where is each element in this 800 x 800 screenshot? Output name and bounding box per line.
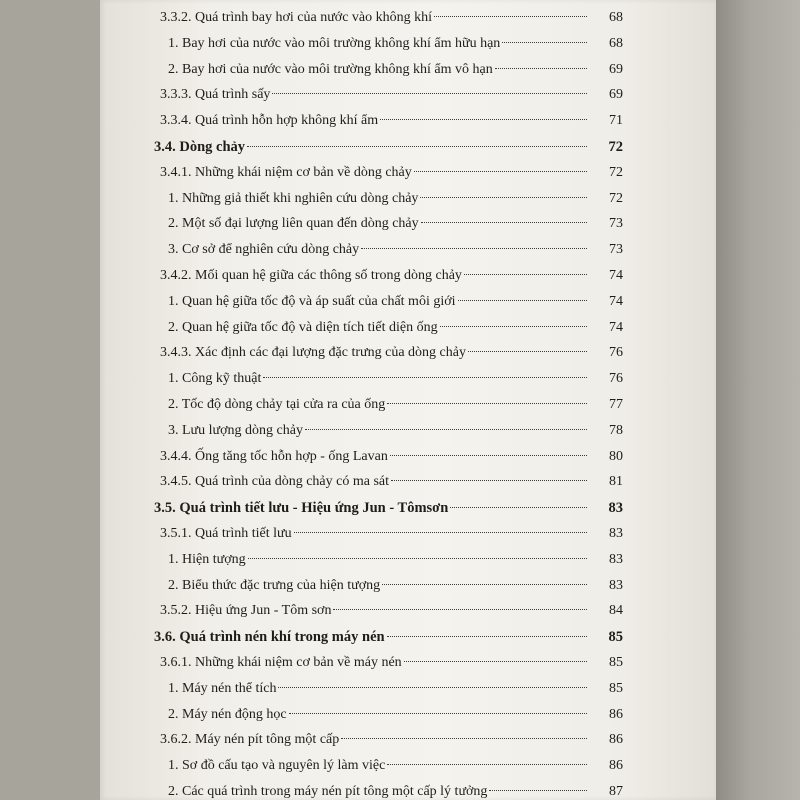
toc-page-number: 77 <box>609 397 623 412</box>
toc-entry <box>168 34 623 54</box>
dot-leader <box>331 613 623 614</box>
dot-leader-line <box>341 738 587 739</box>
dot-leader-line <box>387 636 587 637</box>
toc-entry-title: 2. Bay hơi của nước vào môi trường không khí ẩm vô hạn <box>168 61 493 77</box>
dot-leader <box>419 226 623 227</box>
dot-leader <box>412 175 623 176</box>
toc-entry <box>160 730 623 750</box>
toc-page-number: 86 <box>609 758 623 774</box>
toc-page-number: 85 <box>608 629 623 646</box>
dot-leader <box>385 768 623 769</box>
dot-leader <box>339 742 623 743</box>
toc-entry-title: 3.5.1. Quá trình tiết lưu <box>160 526 292 541</box>
dot-leader-line <box>458 300 587 301</box>
toc-section-heading <box>154 627 623 647</box>
toc-entry <box>160 85 623 105</box>
toc-entry <box>168 189 623 209</box>
toc-entry-title: 3.4. Dòng chảy <box>154 139 246 155</box>
dot-leader <box>380 588 623 589</box>
dot-leader-line <box>434 16 587 17</box>
toc-page-number: 83 <box>609 577 623 593</box>
toc-page-number: 72 <box>609 164 623 180</box>
toc-page-number: 72 <box>608 139 623 155</box>
toc-entry-title: 1. Bay hơi của nước vào môi trường không khí ẩm hữu hạn <box>168 35 501 51</box>
toc-entry <box>168 576 623 596</box>
dot-leader <box>389 484 623 485</box>
dot-leader-line <box>278 687 587 688</box>
dot-leader <box>270 97 623 98</box>
toc-page-number: 85 <box>609 655 623 670</box>
toc-entry-title: 3.4.2. Mối quan hệ giữa các thông số trong dòng chảy <box>160 268 462 283</box>
dot-leader <box>303 433 623 434</box>
dot-leader-line <box>294 532 587 533</box>
toc-entry-title: 3.3.2. Quá trình bay hơi của nước vào không khí <box>160 10 433 25</box>
toc-entry <box>168 679 623 699</box>
toc-page-number: 81 <box>609 474 623 490</box>
toc-page-number: 68 <box>609 35 623 51</box>
dot-leader-line <box>489 790 587 791</box>
toc-entry <box>168 421 623 441</box>
toc-page-number: 73 <box>609 216 623 232</box>
toc-entry <box>160 343 623 363</box>
toc-entry-title: 1. Quan hệ giữa tốc độ và áp suất của chất môi giới <box>168 293 456 309</box>
dot-leader <box>246 562 623 563</box>
toc-entry-title: 3.5.2. Hiệu ứng Jun - Tôm sơn <box>160 603 332 619</box>
dot-leader-line <box>361 248 587 249</box>
toc-page-number: 74 <box>609 268 623 283</box>
toc-entry <box>168 395 623 415</box>
toc-page-number: 78 <box>609 422 623 438</box>
dot-leader-line <box>382 584 587 585</box>
toc-entry-title: 1. Sơ đồ cấu tạo và nguyên lý làm việc <box>168 758 386 774</box>
toc-entry-title: 2. Các quá trình trong máy nén pít tông một cấp lý tưởng <box>168 784 488 799</box>
dot-leader-line <box>440 326 587 327</box>
toc-entry-title: 3.6. Quá trình nén khí trong máy nén <box>154 629 385 646</box>
toc-entry-title: 3. Lưu lượng dòng chảy <box>168 422 303 438</box>
toc-page-number: 74 <box>609 319 623 335</box>
dot-leader <box>245 150 623 151</box>
dot-leader <box>261 381 623 382</box>
toc-entry <box>168 782 623 800</box>
toc-entry <box>160 524 623 544</box>
toc-page-number: 73 <box>609 242 623 258</box>
dot-leader <box>276 691 623 692</box>
toc-page-number: 69 <box>609 61 623 77</box>
dot-leader <box>402 665 623 666</box>
dot-leader-line <box>387 764 587 765</box>
dot-leader-line <box>468 351 587 352</box>
toc-page-number: 74 <box>609 293 623 309</box>
toc-entry-title: 3.3.4. Quá trình hỗn hợp không khí ẩm <box>160 113 379 129</box>
toc-page-number: 76 <box>609 345 623 361</box>
dot-leader-line <box>495 68 587 69</box>
dot-leader-line <box>248 558 587 559</box>
toc-entry <box>168 60 623 80</box>
dot-leader <box>385 407 623 408</box>
toc-entry-title: 3.4.5. Quá trình của dòng chảy có ma sát <box>160 474 389 490</box>
toc-page-number: 80 <box>609 448 623 464</box>
toc-entry <box>160 472 623 492</box>
toc-entry <box>168 292 623 312</box>
toc-page-number: 87 <box>609 784 623 799</box>
toc-entry-title: 2. Máy nén động học <box>168 706 287 722</box>
toc-entry-title: 3.6.2. Máy nén pít tông một cấp <box>160 732 340 748</box>
toc-entry <box>168 369 623 389</box>
toc-entry <box>168 705 623 725</box>
toc-entry <box>160 653 623 673</box>
toc-entry <box>168 756 623 776</box>
toc-entry <box>168 214 623 234</box>
dot-leader-line <box>420 197 587 198</box>
dot-leader <box>418 201 623 202</box>
dot-leader <box>359 252 623 253</box>
dot-leader-line <box>450 507 587 508</box>
toc-entry-title: 1. Công kỹ thuật <box>168 371 262 387</box>
dot-leader-line <box>380 119 587 120</box>
toc-entry-title: 2. Tốc độ dòng chảy tại cửa ra của ống <box>168 397 386 412</box>
toc-entry-title: 2. Quan hệ giữa tốc độ và diện tích tiết diện ống <box>168 319 438 335</box>
toc-entry-title: 3.4.4. Ống tăng tốc hỗn hợp - ống Lavan <box>160 448 388 464</box>
toc-entry <box>160 111 623 131</box>
toc-page-number: 83 <box>609 551 623 567</box>
dot-leader-line <box>391 480 587 481</box>
toc-entry-title: 2. Biểu thức đặc trưng của hiện tượng <box>168 577 381 593</box>
toc-page-number: 83 <box>609 526 623 541</box>
toc-page-number: 69 <box>609 87 623 103</box>
dot-leader-line <box>404 661 587 662</box>
toc-entry-title: 3.4.3. Xác định các đại lượng đặc trưng của dòng chảy <box>160 345 466 361</box>
dot-leader-line <box>390 455 587 456</box>
toc-entry <box>160 8 623 28</box>
toc-page-number: 84 <box>609 603 623 619</box>
toc-entry-title: 3.4.1. Những khái niệm cơ bản về dòng chảy <box>160 164 412 180</box>
toc-entry-title: 3.6.1. Những khái niệm cơ bản về máy nén <box>160 655 402 670</box>
dot-leader <box>287 717 623 718</box>
dot-leader <box>378 123 623 124</box>
dot-leader-line <box>414 171 587 172</box>
toc-page-number: 83 <box>608 500 623 517</box>
toc-entry-title: 1. Những giả thiết khi nghiên cứu dòng chảy <box>168 190 419 206</box>
toc-page-number: 86 <box>609 732 623 748</box>
dot-leader-line <box>272 93 587 94</box>
toc-page-number: 86 <box>609 706 623 722</box>
toc-entry <box>168 240 623 260</box>
dot-leader-line <box>464 274 587 275</box>
dot-leader-line <box>387 403 587 404</box>
toc-entry-title: 2. Một số đại lượng liên quan đến dòng chảy <box>168 216 419 232</box>
toc-section-heading <box>154 498 623 518</box>
toc-entry <box>168 550 623 570</box>
dot-leader-line <box>247 146 587 147</box>
toc-entry <box>160 163 623 183</box>
toc-page-number: 71 <box>609 113 623 129</box>
dot-leader-line <box>305 429 587 430</box>
dot-leader-line <box>289 713 587 714</box>
toc-entry-title: 3.5. Quá trình tiết lưu - Hiệu ứng Jun - Tômsơn <box>154 500 449 517</box>
toc-entry <box>168 318 623 338</box>
dot-leader <box>292 536 623 537</box>
toc-section-heading <box>154 137 623 157</box>
dot-leader <box>385 640 623 641</box>
toc-entry <box>160 447 623 467</box>
toc-page-number: 76 <box>609 371 623 387</box>
dot-leader-line <box>263 377 587 378</box>
dot-leader-line <box>421 222 587 223</box>
toc-entry <box>160 266 623 286</box>
toc-entry-title: 1. Máy nén thể tích <box>168 680 277 696</box>
toc-entry-title: 3.3.3. Quá trình sấy <box>160 87 271 103</box>
toc-entry-title: 3. Cơ sở để nghiên cứu dòng chảy <box>168 242 360 258</box>
toc-page-number: 68 <box>609 10 623 25</box>
toc-page-number: 72 <box>609 190 623 206</box>
dot-leader-line <box>502 42 587 43</box>
dot-leader-line <box>333 609 587 610</box>
toc-entry-title: 1. Hiện tượng <box>168 551 246 567</box>
dot-leader <box>388 459 623 460</box>
toc-entry <box>160 601 623 621</box>
toc-page-number: 85 <box>609 680 623 696</box>
